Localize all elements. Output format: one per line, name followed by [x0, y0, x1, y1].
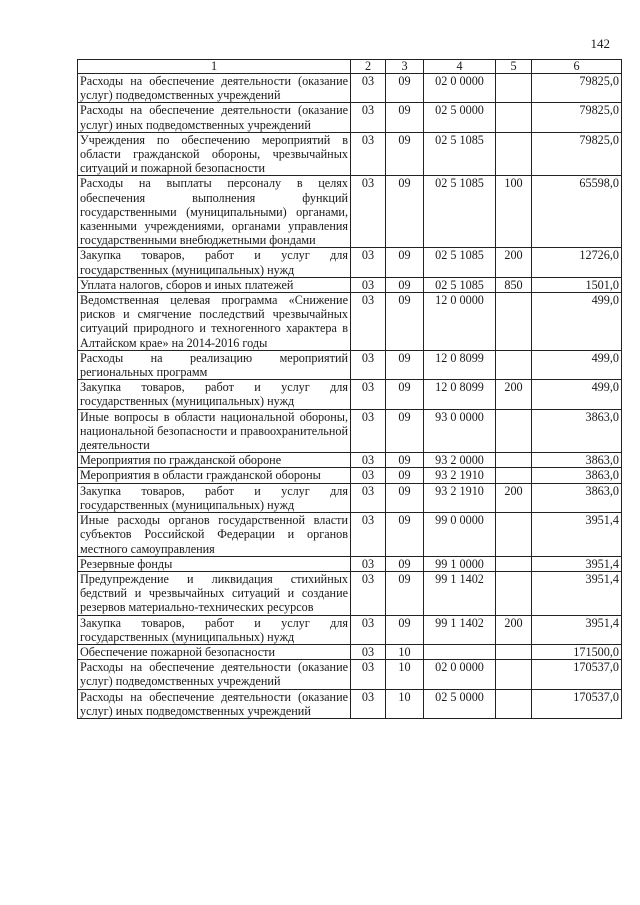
- row-target-article-cell: 02 5 1085: [424, 248, 496, 277]
- row-expense-type-cell: [496, 660, 532, 689]
- row-section-cell: 03: [351, 409, 386, 453]
- row-section-cell: 03: [351, 248, 386, 277]
- column-header: 5: [496, 60, 532, 74]
- row-subsection-cell: 09: [386, 103, 424, 132]
- row-section-cell: 03: [351, 468, 386, 483]
- row-subsection-cell: 09: [386, 132, 424, 176]
- row-subsection-cell: 09: [386, 409, 424, 453]
- row-subsection-cell: 09: [386, 556, 424, 571]
- row-name-cell: Иные расходы органов государственной власти субъектов Российской Федерации и органов местного самоуправления: [78, 513, 351, 557]
- row-name-cell: Уплата налогов, сборов и иных платежей: [78, 277, 351, 292]
- row-amount-cell: 12726,0: [532, 248, 622, 277]
- row-name-cell: Расходы на реализацию мероприятий региональных программ: [78, 350, 351, 379]
- column-header: 1: [78, 60, 351, 74]
- row-subsection-cell: 09: [386, 453, 424, 468]
- row-amount-cell: 79825,0: [532, 103, 622, 132]
- table-row: [78, 615, 622, 644]
- row-name-cell: Расходы на выплаты персоналу в целях обеспечения выполнения функций государственными (муниципальными) органами, казенными учреждениями, органами управления государственными внебюджетными фондами: [78, 176, 351, 248]
- row-amount-cell: 3951,4: [532, 556, 622, 571]
- row-name-cell: Расходы на обеспечение деятельности (оказание услуг) подведомственных учреждений: [78, 660, 351, 689]
- row-target-article-cell: 02 0 0000: [424, 660, 496, 689]
- row-target-article-cell: 02 5 1085: [424, 132, 496, 176]
- table-header-row: [78, 60, 622, 74]
- row-section-cell: 03: [351, 380, 386, 409]
- row-subsection-cell: 09: [386, 293, 424, 351]
- row-name-cell: Закупка товаров, работ и услуг для государственных (муниципальных) нужд: [78, 483, 351, 512]
- row-amount-cell: 3863,0: [532, 409, 622, 453]
- row-section-cell: 03: [351, 293, 386, 351]
- row-subsection-cell: 09: [386, 468, 424, 483]
- column-header: 4: [424, 60, 496, 74]
- column-header: 3: [386, 60, 424, 74]
- row-amount-cell: 171500,0: [532, 644, 622, 659]
- row-expense-type-cell: [496, 513, 532, 557]
- table-row: [78, 453, 622, 468]
- row-target-article-cell: 02 5 1085: [424, 277, 496, 292]
- table-row: [78, 380, 622, 409]
- row-subsection-cell: 09: [386, 176, 424, 248]
- row-expense-type-cell: [496, 103, 532, 132]
- row-expense-type-cell: [496, 453, 532, 468]
- row-name-cell: Расходы на обеспечение деятельности (оказание услуг) подведомственных учреждений: [78, 74, 351, 103]
- row-name-cell: Расходы на обеспечение деятельности (оказание услуг) иных подведомственных учреждений: [78, 103, 351, 132]
- row-amount-cell: 499,0: [532, 380, 622, 409]
- row-subsection-cell: 09: [386, 277, 424, 292]
- table-row: [78, 248, 622, 277]
- row-name-cell: Закупка товаров, работ и услуг для государственных (муниципальных) нужд: [78, 615, 351, 644]
- row-amount-cell: 170537,0: [532, 660, 622, 689]
- row-section-cell: 03: [351, 74, 386, 103]
- table-row: [78, 468, 622, 483]
- table-row: [78, 689, 622, 718]
- row-target-article-cell: 02 0 0000: [424, 74, 496, 103]
- row-amount-cell: 170537,0: [532, 689, 622, 718]
- row-subsection-cell: 09: [386, 513, 424, 557]
- row-expense-type-cell: [496, 689, 532, 718]
- row-subsection-cell: 09: [386, 248, 424, 277]
- row-expense-type-cell: 200: [496, 615, 532, 644]
- row-amount-cell: 3951,4: [532, 571, 622, 615]
- row-name-cell: Обеспечение пожарной безопасности: [78, 644, 351, 659]
- row-subsection-cell: 09: [386, 571, 424, 615]
- row-section-cell: 03: [351, 176, 386, 248]
- row-section-cell: 03: [351, 571, 386, 615]
- row-target-article-cell: 12 0 8099: [424, 380, 496, 409]
- table-row: [78, 660, 622, 689]
- row-expense-type-cell: [496, 556, 532, 571]
- row-name-cell: Расходы на обеспечение деятельности (оказание услуг) иных подведомственных учреждений: [78, 689, 351, 718]
- row-target-article-cell: [424, 644, 496, 659]
- row-expense-type-cell: [496, 132, 532, 176]
- row-target-article-cell: 93 0 0000: [424, 409, 496, 453]
- row-subsection-cell: 09: [386, 615, 424, 644]
- row-target-article-cell: 99 1 0000: [424, 556, 496, 571]
- row-amount-cell: 79825,0: [532, 74, 622, 103]
- row-subsection-cell: 10: [386, 644, 424, 659]
- row-section-cell: 03: [351, 615, 386, 644]
- row-subsection-cell: 09: [386, 380, 424, 409]
- row-name-cell: Ведомственная целевая программа «Снижение рисков и смягчение последствий чрезвычайных ситуаций природного и техногенного характера в Алтайском крае» на 2014-2016 годы: [78, 293, 351, 351]
- row-expense-type-cell: [496, 468, 532, 483]
- row-subsection-cell: 09: [386, 483, 424, 512]
- table-row: [78, 571, 622, 615]
- row-section-cell: 03: [351, 132, 386, 176]
- table-row: [78, 644, 622, 659]
- table-row: [78, 556, 622, 571]
- row-subsection-cell: 09: [386, 350, 424, 379]
- row-amount-cell: 1501,0: [532, 277, 622, 292]
- row-amount-cell: 3863,0: [532, 453, 622, 468]
- row-subsection-cell: 10: [386, 689, 424, 718]
- row-section-cell: 03: [351, 350, 386, 379]
- table-row: [78, 74, 622, 103]
- row-expense-type-cell: [496, 293, 532, 351]
- row-amount-cell: 499,0: [532, 350, 622, 379]
- row-amount-cell: 3863,0: [532, 468, 622, 483]
- table-row: [78, 176, 622, 248]
- row-expense-type-cell: 200: [496, 483, 532, 512]
- row-target-article-cell: 93 2 0000: [424, 453, 496, 468]
- row-expense-type-cell: 200: [496, 248, 532, 277]
- row-section-cell: 03: [351, 689, 386, 718]
- row-section-cell: 03: [351, 513, 386, 557]
- row-amount-cell: 3863,0: [532, 483, 622, 512]
- row-amount-cell: 3951,4: [532, 513, 622, 557]
- row-target-article-cell: 99 1 1402: [424, 571, 496, 615]
- row-target-article-cell: 02 5 0000: [424, 103, 496, 132]
- row-target-article-cell: 02 5 1085: [424, 176, 496, 248]
- budget-table: [77, 59, 622, 719]
- row-name-cell: Закупка товаров, работ и услуг для государственных (муниципальных) нужд: [78, 380, 351, 409]
- row-section-cell: 03: [351, 644, 386, 659]
- table-row: [78, 350, 622, 379]
- row-amount-cell: 79825,0: [532, 132, 622, 176]
- row-subsection-cell: 09: [386, 74, 424, 103]
- row-target-article-cell: 02 5 0000: [424, 689, 496, 718]
- table-row: [78, 103, 622, 132]
- table-row: [78, 132, 622, 176]
- row-subsection-cell: 10: [386, 660, 424, 689]
- row-name-cell: Мероприятия по гражданской обороне: [78, 453, 351, 468]
- row-amount-cell: 3951,4: [532, 615, 622, 644]
- row-target-article-cell: 93 2 1910: [424, 483, 496, 512]
- row-expense-type-cell: [496, 74, 532, 103]
- row-target-article-cell: 99 0 0000: [424, 513, 496, 557]
- row-target-article-cell: 12 0 0000: [424, 293, 496, 351]
- row-name-cell: Закупка товаров, работ и услуг для государственных (муниципальных) нужд: [78, 248, 351, 277]
- row-expense-type-cell: [496, 350, 532, 379]
- row-name-cell: Мероприятия в области гражданской обороны: [78, 468, 351, 483]
- row-expense-type-cell: 850: [496, 277, 532, 292]
- table-row: [78, 277, 622, 292]
- table-row: [78, 483, 622, 512]
- table-row: [78, 293, 622, 351]
- row-name-cell: Учреждения по обеспечению мероприятий в области гражданской обороны, чрезвычайных ситуаций и пожарной безопасности: [78, 132, 351, 176]
- row-section-cell: 03: [351, 103, 386, 132]
- row-name-cell: Предупреждение и ликвидация стихийных бедствий и чрезвычайных ситуаций и создание резервов материально-технических ресурсов: [78, 571, 351, 615]
- row-expense-type-cell: [496, 409, 532, 453]
- row-expense-type-cell: 100: [496, 176, 532, 248]
- column-header: 6: [532, 60, 622, 74]
- row-name-cell: Резервные фонды: [78, 556, 351, 571]
- row-section-cell: 03: [351, 483, 386, 512]
- row-expense-type-cell: [496, 571, 532, 615]
- row-expense-type-cell: 200: [496, 380, 532, 409]
- row-section-cell: 03: [351, 660, 386, 689]
- row-expense-type-cell: [496, 644, 532, 659]
- page-number: 142: [590, 36, 610, 51]
- row-section-cell: 03: [351, 277, 386, 292]
- row-target-article-cell: 12 0 8099: [424, 350, 496, 379]
- table-row: [78, 409, 622, 453]
- row-section-cell: 03: [351, 556, 386, 571]
- row-amount-cell: 499,0: [532, 293, 622, 351]
- row-section-cell: 03: [351, 453, 386, 468]
- row-name-cell: Иные вопросы в области национальной обороны, национальной безопасности и правоохранительной деятельности: [78, 409, 351, 453]
- row-amount-cell: 65598,0: [532, 176, 622, 248]
- row-target-article-cell: 99 1 1402: [424, 615, 496, 644]
- column-header: 2: [351, 60, 386, 74]
- row-target-article-cell: 93 2 1910: [424, 468, 496, 483]
- table-row: [78, 513, 622, 557]
